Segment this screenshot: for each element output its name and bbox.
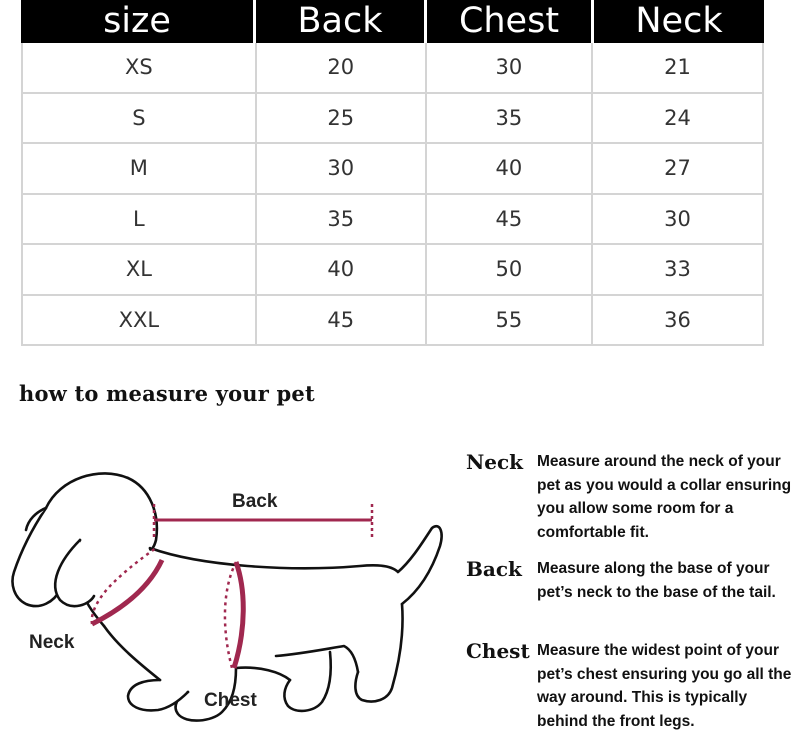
cell-size: M (23, 144, 257, 193)
table-row (23, 43, 762, 94)
cell-chest: 40 (427, 144, 593, 193)
neck-label: Neck (29, 632, 75, 653)
table-row (23, 94, 762, 145)
cell-neck: 30 (664, 206, 691, 231)
cell-size: S (23, 94, 257, 143)
cell-chest: 50 (427, 245, 593, 294)
table-row (23, 144, 762, 195)
table-header-row (21, 0, 764, 43)
header-size: size (21, 0, 256, 43)
neck-measure-line (92, 548, 162, 624)
cell-size: XL (23, 245, 257, 294)
cell-back: 20 (257, 43, 427, 92)
cell-neck: 24 (664, 105, 691, 130)
cell-chest: 55 (427, 296, 593, 345)
table-row (23, 195, 762, 246)
size-table (21, 0, 764, 348)
measure-title: how to measure your pet (19, 381, 315, 406)
cell-chest: 45 (427, 195, 593, 244)
cell-back: 35 (257, 195, 427, 244)
cell-size: XS (23, 43, 257, 92)
table-row (23, 245, 762, 296)
cell-neck: 33 (664, 257, 691, 281)
chest-label: Chest (204, 690, 257, 711)
cell-neck: 21 (664, 55, 691, 79)
cell-back: 40 (257, 245, 427, 294)
cell-chest: 35 (427, 94, 593, 143)
cell-size: XXL (23, 296, 257, 345)
table-body (21, 43, 764, 346)
dog-measurement-figure (0, 440, 450, 739)
cell-back: 25 (257, 94, 427, 143)
neck-term: Neck (466, 450, 524, 474)
chest-measure-line (225, 562, 243, 668)
cell-back: 30 (257, 144, 427, 193)
cell-neck: 27 (664, 156, 691, 180)
table-row (23, 296, 762, 347)
cell-size: L (23, 195, 257, 244)
header-back: Back (256, 0, 427, 43)
header-chest: Chest (427, 0, 594, 43)
cell-neck: 36 (664, 307, 691, 332)
back-term: Back (466, 557, 522, 581)
cell-back: 45 (257, 296, 427, 345)
cell-chest: 30 (427, 43, 593, 92)
header-neck: Neck (635, 1, 723, 41)
neck-instruction-text: Measure around the neck of your pet as you would a collar ensuring you allow some room for a comfortable fit. (537, 453, 792, 541)
chest-term: Chest (466, 639, 530, 663)
chest-instruction-text: Measure the widest point of your pet’s chest ensuring you go all the way around. This is typically behind the front legs. (537, 642, 792, 730)
back-instruction-text: Measure along the base of your pet’s neck to the base of the tail. (537, 560, 776, 601)
back-label: Back (232, 491, 278, 512)
